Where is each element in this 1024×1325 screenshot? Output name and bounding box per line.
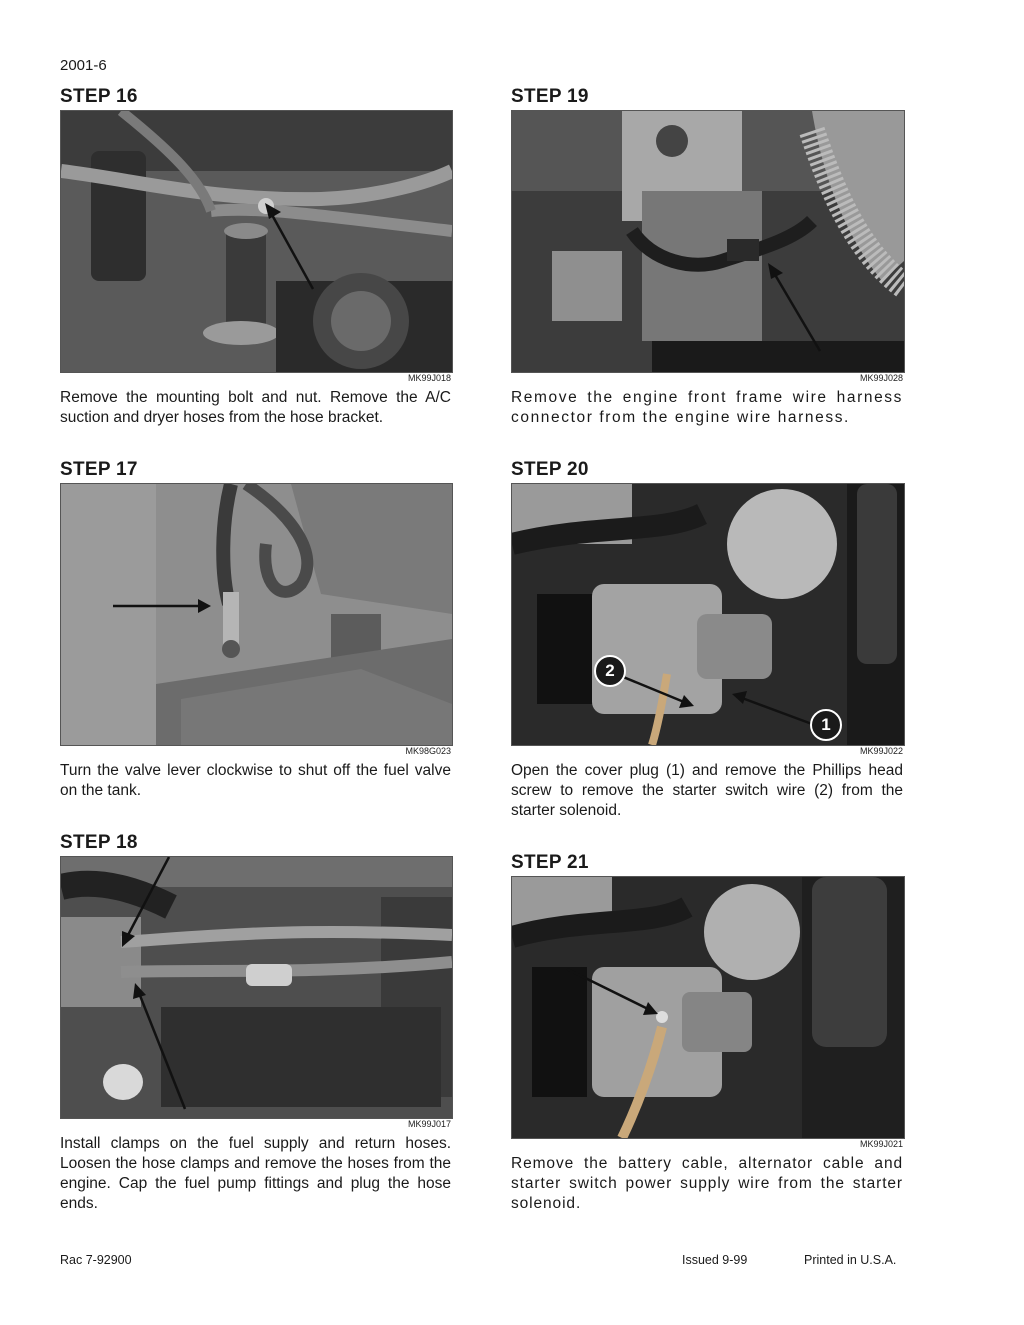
step-17-photo [60,483,453,746]
step-20-figure-code: MK99J022 [859,746,903,756]
step-16-caption: Remove the mounting bolt and nut. Remove the A/C suction and dryer hoses from the hose bracket. [60,389,451,426]
step-21-title: STEP 21 [511,852,589,873]
step-21-figure-code: MK99J021 [859,1139,903,1149]
step-18-caption: Install clamps on the fuel supply and return hoses. Loosen the hose clamps and remove the hoses from the engine. Cap the fuel pump fittings and plug the hose ends. [60,1135,451,1212]
footer-doc-number: Rac 7-92900 [60,1253,132,1267]
step-20-title: STEP 20 [511,459,589,480]
step-21-caption: Remove the battery cable, alternator cable and starter switch power supply wire from the starter solenoid. [511,1155,903,1212]
callout-1-badge: 1 [810,709,842,741]
callout-2-badge: 2 [594,655,626,687]
step-16-photo [60,110,453,373]
step-16-title: STEP 16 [60,86,138,107]
step-21-photo [511,876,905,1139]
step-17-title: STEP 17 [60,459,138,480]
step-18-photo [60,856,453,1119]
step-19-photo [511,110,905,373]
step-19-title: STEP 19 [511,86,589,107]
step-20-starter-illustration [512,484,904,745]
step-19-caption: Remove the engine front frame wire harness connector from the engine wire harness. [511,389,903,426]
step-18-figure-code: MK99J017 [407,1119,451,1129]
step-18-fuel-hoses-illustration [61,857,452,1118]
step-16-figure-code: MK99J018 [407,373,451,383]
step-16-engine-illustration [61,111,452,372]
step-17-caption: Turn the valve lever clockwise to shut off the fuel valve on the tank. [60,762,451,799]
step-20-photo [511,483,905,746]
step-19-harness-illustration [512,111,904,372]
step-20-caption: Open the cover plug (1) and remove the Phillips head screw to remove the starter switch wire (2) from the starter solenoid. [511,762,903,819]
step-17-tank-illustration [61,484,452,745]
step-18-title: STEP 18 [60,832,138,853]
step-19-figure-code: MK99J028 [859,373,903,383]
footer-printed: Printed in U.S.A. [804,1253,897,1267]
step-21-starter-illustration [512,877,904,1138]
footer-issued: Issued 9-99 [682,1253,748,1267]
step-17-figure-code: MK98G023 [405,746,451,756]
page-number: 2001-6 [60,57,107,74]
